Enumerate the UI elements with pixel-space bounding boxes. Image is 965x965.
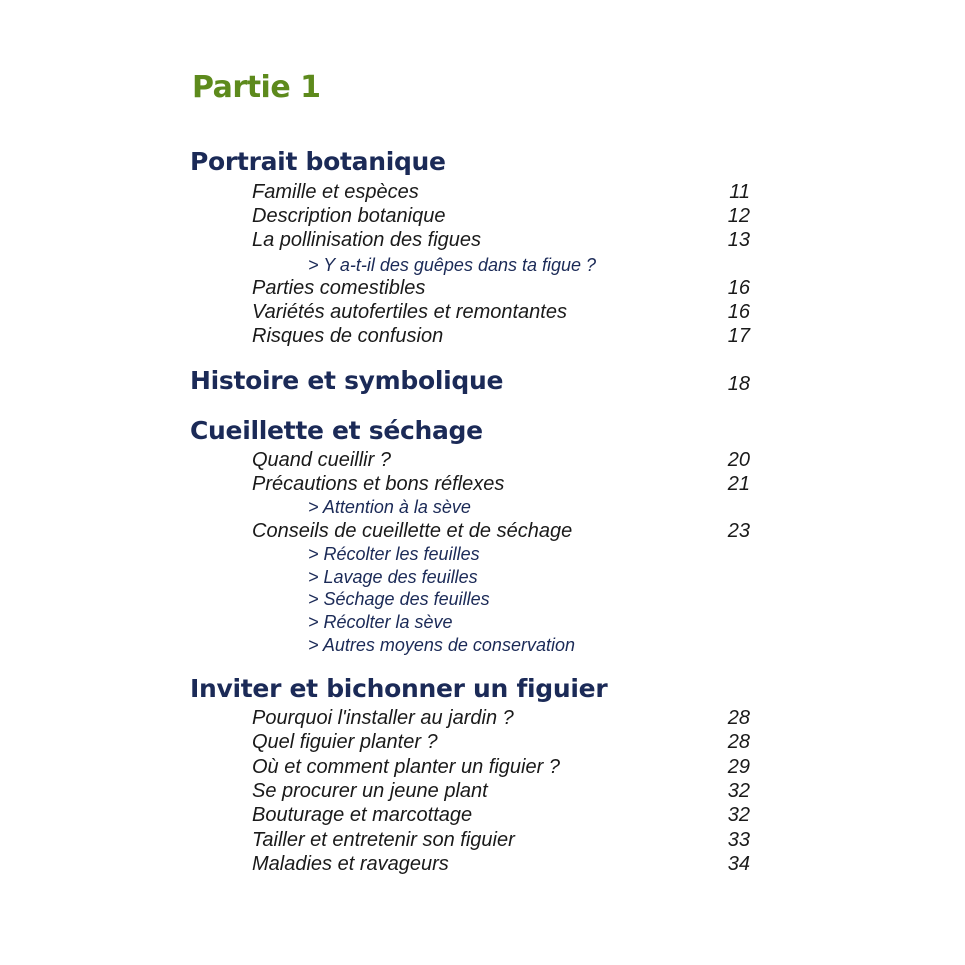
section-title-inviter-et-bichonner: Inviter et bichonner un figuier (190, 674, 608, 703)
toc-subentry: > Autres moyens de conservation (308, 635, 575, 655)
toc-page-number: 23 (727, 520, 750, 542)
toc-page-number: 32 (727, 780, 750, 802)
toc-subentry: > Lavage des feuilles (308, 567, 478, 587)
toc-entry: Quel figuier planter ? (252, 731, 438, 753)
toc-subentry: > Séchage des feuilles (308, 589, 490, 609)
toc-entry: Où et comment planter un figuier ? (252, 756, 560, 778)
toc-page-number: 20 (727, 449, 750, 471)
toc-page-number: 28 (727, 707, 750, 729)
toc-page-number: 17 (727, 325, 750, 347)
toc-page-number: 32 (727, 804, 750, 826)
section-title-cueillette-et-sechage: Cueillette et séchage (190, 416, 483, 445)
toc-entry: Quand cueillir ? (252, 449, 391, 471)
section-title-histoire-et-symbolique: Histoire et symbolique (190, 366, 504, 395)
toc-page-number: 34 (727, 853, 750, 875)
toc-entry: Risques de confusion (252, 325, 444, 347)
toc-page-number: 28 (727, 731, 750, 753)
toc-entry: Parties comestibles (252, 277, 426, 299)
toc-entry: Pourquoi l'installer au jardin ? (252, 707, 514, 729)
toc-page-number: 11 (729, 181, 750, 203)
toc-page-number: 33 (727, 829, 750, 851)
part-title: Partie 1 (192, 70, 321, 105)
toc-page-number: 29 (727, 756, 750, 778)
toc-subentry: > Y a-t-il des guêpes dans ta figue ? (308, 255, 597, 275)
toc-page-number: 18 (727, 373, 750, 395)
toc-entry: Bouturage et marcottage (252, 804, 473, 826)
toc-entry: Tailler et entretenir son figuier (252, 829, 515, 851)
toc-entry: Précautions et bons réflexes (252, 473, 505, 495)
toc-entry: Famille et espèces (252, 181, 419, 203)
section-title-portrait-botanique: Portrait botanique (190, 147, 446, 176)
toc-entry: Maladies et ravageurs (252, 853, 449, 875)
toc-entry: Variétés autofertiles et remontantes (252, 301, 567, 323)
toc-page-number: 16 (727, 277, 750, 299)
toc-page-number: 16 (727, 301, 750, 323)
toc-page-number: 12 (727, 205, 750, 227)
toc-entry: Conseils de cueillette et de séchage (252, 520, 573, 542)
toc-page-number: 13 (727, 229, 750, 251)
toc-page-number: 21 (727, 473, 750, 495)
toc-subentry: > Récolter la sève (308, 612, 453, 632)
toc-subentry: > Attention à la sève (308, 497, 471, 517)
toc-entry: La pollinisation des figues (252, 229, 482, 251)
toc-entry: Se procurer un jeune plant (252, 780, 488, 802)
toc-subentry: > Récolter les feuilles (308, 544, 480, 564)
toc-entry: Description botanique (252, 205, 446, 227)
